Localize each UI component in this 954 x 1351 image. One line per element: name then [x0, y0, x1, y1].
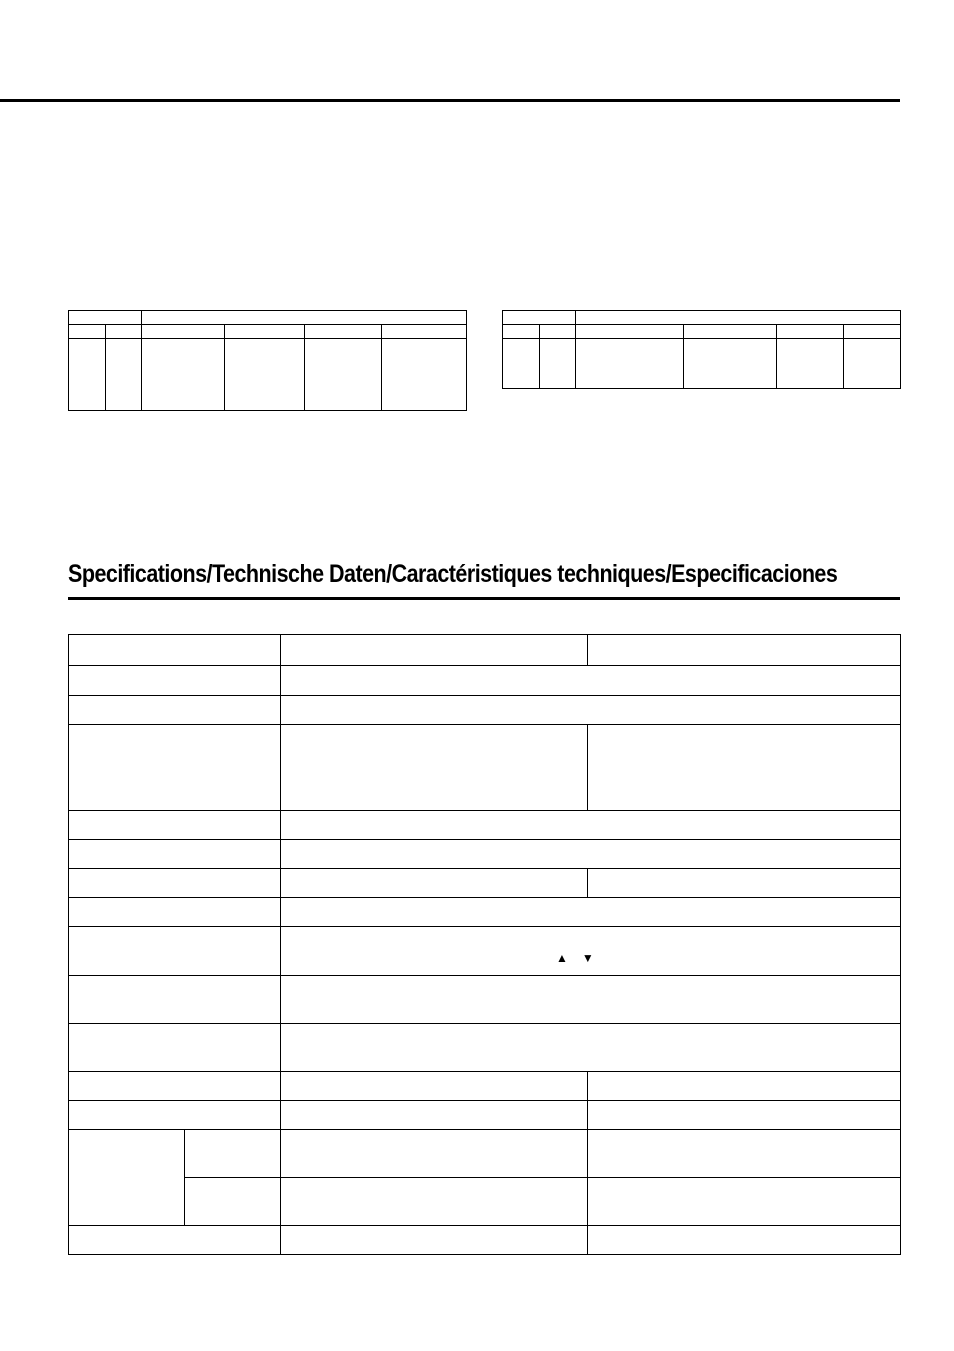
spec-value-cell: [281, 1226, 588, 1255]
spec-value-cell: [281, 811, 901, 840]
table-cell: [69, 325, 106, 339]
table-cell: [777, 325, 844, 339]
spec-value-cell: [588, 1101, 901, 1130]
spec-label-cell: [69, 666, 281, 696]
spec-label-cell: [69, 840, 281, 869]
table-cell: [576, 311, 901, 325]
section-heading: Specifications/Technische Daten/Caractéristiques techniques/Especificaciones: [68, 560, 838, 588]
spec-label-cell: [69, 976, 281, 1024]
arrow-glyphs: [556, 951, 608, 965]
table-cell: [684, 325, 777, 339]
spec-value-cell: [281, 840, 901, 869]
table-cell: [106, 325, 142, 339]
spec-value-cell: [588, 1130, 901, 1178]
spec-value-cell: [588, 869, 901, 898]
table-cell: [684, 339, 777, 389]
table-cell: [225, 339, 305, 411]
spec-value-cell: [281, 725, 588, 811]
table-cell: [382, 325, 467, 339]
spec-value-cell: [588, 1226, 901, 1255]
spec-label-cell: [69, 635, 281, 666]
spec-value-cell: [281, 976, 901, 1024]
table-cell: [225, 325, 305, 339]
table-cell: [142, 339, 225, 411]
spec-label-cell: [69, 1130, 185, 1226]
spec-value-cell: [281, 1072, 588, 1101]
top-rule: [0, 99, 900, 102]
spec-value-cell: [281, 635, 588, 666]
small-table-right: [502, 310, 901, 389]
spec-value-cell: [588, 1178, 901, 1226]
spec-label-cell: [69, 725, 281, 811]
spec-value-cell: [588, 725, 901, 811]
table-cell: [844, 339, 901, 389]
table-cell: [576, 339, 684, 389]
spec-sublabel-cell: [185, 1178, 281, 1226]
spec-value-cell: [281, 1178, 588, 1226]
spec-label-cell: [69, 1024, 281, 1072]
table-cell: [305, 325, 382, 339]
spec-value-cell: [281, 696, 901, 725]
table-cell: [142, 325, 225, 339]
heading-rule: [68, 597, 900, 600]
spec-label-cell: [69, 898, 281, 927]
table-cell: [142, 311, 467, 325]
triangle-down-icon: ▼: [581, 951, 608, 965]
table-cell: [69, 311, 142, 325]
table-cell: [777, 339, 844, 389]
spec-label-cell: [69, 1101, 281, 1130]
table-cell: [503, 325, 540, 339]
table-cell: [106, 339, 142, 411]
spec-value-cell: [281, 666, 901, 696]
table-cell: [540, 325, 576, 339]
table-cell: [844, 325, 901, 339]
table-cell: [540, 339, 576, 389]
table-cell: [382, 339, 467, 411]
table-cell: [503, 311, 576, 325]
table-cell: [576, 325, 684, 339]
spec-label-cell: [69, 811, 281, 840]
spec-label-cell: [69, 1072, 281, 1101]
spec-sublabel-cell: [185, 1130, 281, 1178]
spec-value-cell: [281, 1024, 901, 1072]
spec-label-cell: [69, 869, 281, 898]
spec-value-cell: [281, 869, 588, 898]
spec-label-cell: [69, 927, 281, 976]
specifications-table: [68, 634, 901, 1255]
spec-label-cell: [69, 1226, 281, 1255]
spec-value-cell: [281, 1130, 588, 1178]
small-table-left: [68, 310, 467, 411]
spec-label-cell: [69, 696, 281, 725]
table-cell: [503, 339, 540, 389]
table-cell: [69, 339, 106, 411]
spec-value-cell: [588, 635, 901, 666]
triangle-up-icon: ▲: [556, 951, 582, 965]
spec-value-cell: [281, 898, 901, 927]
spec-value-cell: [281, 1101, 588, 1130]
table-cell: [305, 339, 382, 411]
spec-value-cell: [588, 1072, 901, 1101]
